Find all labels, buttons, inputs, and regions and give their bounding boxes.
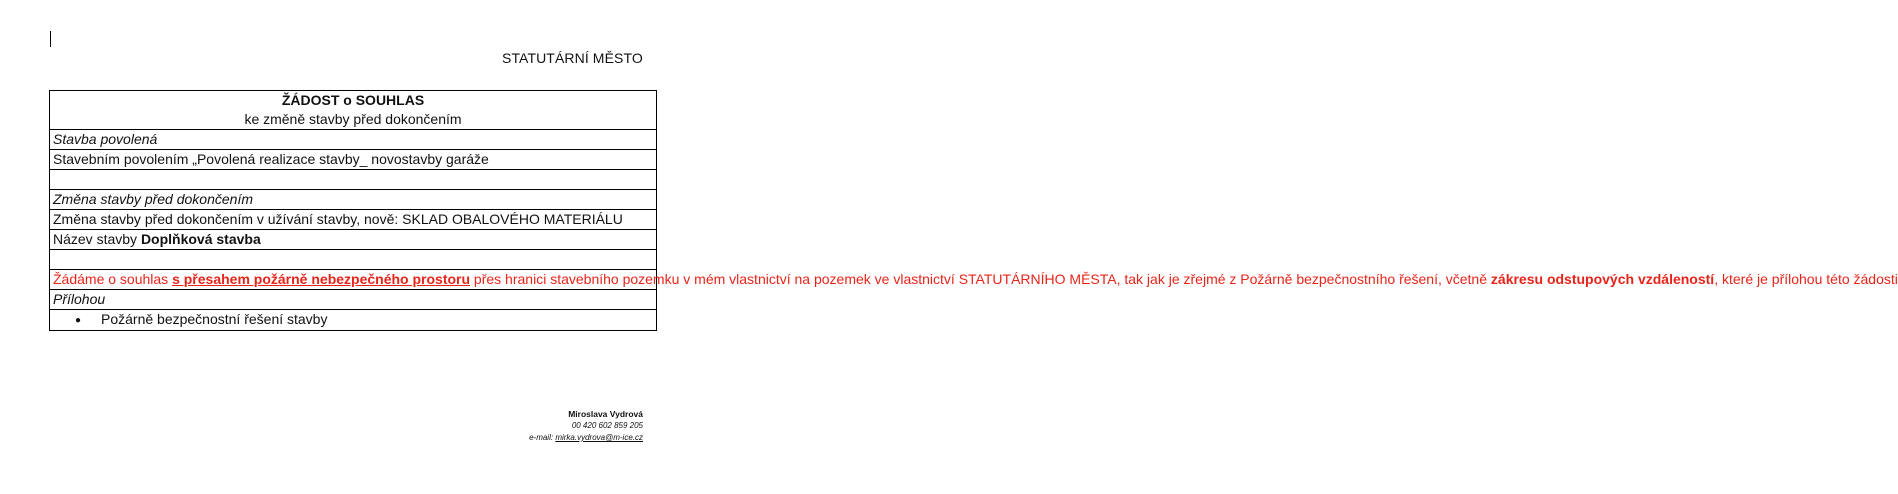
attachments-heading: Přílohou	[50, 290, 657, 310]
request-form-table	[49, 90, 1898, 331]
attachments-heading-row	[50, 290, 657, 310]
empty-cell	[50, 170, 657, 190]
form-subtitle: ke změně stavby před dokončením	[244, 111, 462, 127]
request-text	[50, 270, 1898, 290]
title-row	[50, 91, 657, 130]
empty-row-1	[50, 170, 657, 190]
building-name-row	[50, 230, 657, 250]
section1-heading: Stavba povolená	[50, 130, 657, 150]
attachment-item	[50, 310, 657, 331]
request-part3: přes hranici stavebního pozemku v mém vlastnictví na pozemek ve vlastnictví STATUTÁRNÍHO MĚSTA, tak jak je zřejmé z Požárně bezpečnostního řešení, včetně	[470, 271, 1491, 287]
section2-heading-row	[50, 190, 657, 210]
section2-heading: Změna stavby před dokončením	[50, 190, 657, 210]
building-permit-text: Stavebním povolením „Povolená realizace stavby_ novostavby garáže	[50, 150, 657, 170]
form-title: ŽÁDOST o SOUHLAS	[281, 92, 425, 108]
request-row	[50, 270, 657, 290]
empty-cell	[50, 250, 657, 270]
signature-email-label: e-mail:	[529, 433, 556, 442]
signature-name: Miroslava Vydrová	[568, 409, 643, 419]
change-text: Změna stavby před dokončením v užívání stavby, nově: SKLAD OBALOVÉHO MATERIÁLU	[50, 210, 657, 230]
signature-email-line	[529, 432, 643, 444]
section1-heading-row	[50, 130, 657, 150]
text-cursor	[50, 31, 51, 47]
empty-row-2	[50, 250, 657, 270]
change-row	[50, 210, 657, 230]
attachment-row	[50, 310, 657, 331]
permit-row	[50, 150, 657, 170]
signature-phone: 00 420 602 859 205	[571, 421, 643, 430]
request-part4: zákresu odstupových vzdáleností	[1490, 271, 1715, 287]
attachment-label: Požárně bezpečnostní řešení stavby	[101, 311, 328, 327]
request-part1: Žádáme o souhlas	[53, 271, 173, 287]
bullet-icon: ●	[75, 315, 82, 326]
building-name-label: Název stavby	[53, 231, 141, 247]
building-name-cell	[50, 230, 657, 250]
signature-email-link[interactable]: mirka.vydrova@m-ice.cz	[555, 433, 643, 442]
request-part5: , které je přílohou této žádosti	[1714, 271, 1898, 287]
signature-block	[529, 408, 643, 444]
title-cell	[50, 91, 657, 130]
building-name-value: Doplňková stavba	[140, 231, 261, 247]
header-city: STATUTÁRNÍ MĚSTO	[502, 50, 643, 66]
request-part2: s přesahem požárně nebezpečného prostoru	[172, 271, 471, 287]
